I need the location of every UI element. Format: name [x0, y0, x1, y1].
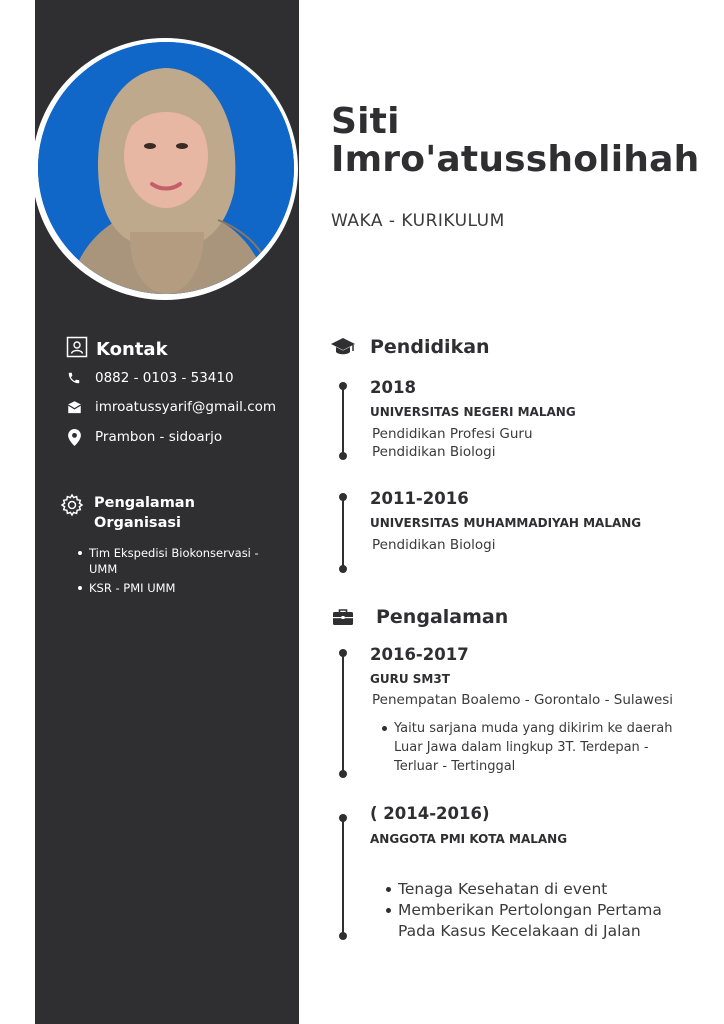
list-item: Tim Ekspedisi Biokonservasi - UMM	[76, 545, 276, 577]
job-title: WAKA - KURIKULUM	[331, 211, 505, 231]
contact-card-icon	[66, 336, 88, 362]
graduation-cap-icon	[330, 336, 356, 358]
experience-position: ANGGOTA PMI KOTA MALANG	[370, 832, 568, 846]
contact-location	[66, 429, 222, 445]
contact-title: Kontak	[96, 338, 168, 360]
timeline-dot	[339, 770, 347, 778]
timeline-line	[342, 497, 344, 569]
gear-icon	[60, 493, 84, 521]
list-item: Yaitu sarjana muda yang dikirim ke daerah Luar Jawa dalam lingkup 3T. Terdepan - Terluar - Tertinggal	[380, 719, 680, 776]
map-pin-icon	[66, 429, 82, 445]
timeline-dot	[339, 932, 347, 940]
person-name: Siti Imro'atussholihah	[331, 101, 700, 180]
phone-number[interactable]: 0882 - 0103 - 53410	[95, 370, 234, 386]
education-institution: UNIVERSITAS MUHAMMADIYAH MALANG	[370, 516, 642, 530]
organization-heading	[60, 493, 204, 533]
contact-email	[66, 399, 276, 415]
timeline-line	[342, 386, 344, 456]
list-item: Memberikan Pertolongan Pertama Pada Kasus Kecelakaan di Jalan	[384, 900, 684, 942]
timeline-dot	[339, 814, 347, 822]
email-address[interactable]: imroatussyarif@gmail.com	[95, 399, 277, 415]
briefcase-icon	[332, 608, 354, 626]
phone-icon	[66, 370, 82, 386]
organization-title: Pengalaman Organisasi	[94, 495, 195, 531]
organization-list	[76, 545, 276, 599]
timeline-dot	[339, 493, 347, 501]
experience-bullets	[380, 719, 680, 776]
timeline-line	[342, 818, 344, 936]
experience-year: ( 2014-2016)	[370, 804, 490, 823]
education-heading	[330, 336, 490, 358]
experience-title: Pengalaman	[376, 606, 509, 628]
education-institution: UNIVERSITAS NEGERI MALANG	[370, 405, 576, 419]
timeline-dot	[339, 649, 347, 657]
education-detail: Pendidikan Biologi	[372, 444, 496, 460]
experience-year: 2016-2017	[370, 645, 469, 664]
contact-phone	[66, 370, 234, 386]
experience-detail: Penempatan Boalemo - Gorontalo - Sulawesi	[372, 692, 674, 708]
location-text: Prambon - sidoarjo	[95, 429, 223, 445]
contact-heading	[66, 336, 168, 362]
timeline-dot	[339, 565, 347, 573]
education-year: 2018	[370, 378, 416, 397]
experience-position: GURU SM3T	[370, 672, 450, 686]
timeline-dot	[339, 452, 347, 460]
experience-heading	[332, 606, 508, 628]
profile-photo	[38, 42, 294, 294]
education-detail: Pendidikan Profesi Guru	[372, 426, 533, 442]
list-item: KSR - PMI UMM	[76, 580, 276, 596]
timeline-dot	[339, 382, 347, 390]
list-item: Tenaga Kesehatan di event	[384, 879, 684, 900]
education-title: Pendidikan	[370, 336, 490, 358]
timeline-line	[342, 653, 344, 773]
experience-bullets	[384, 879, 684, 942]
education-year: 2011-2016	[370, 489, 469, 508]
education-detail: Pendidikan Biologi	[372, 537, 496, 553]
envelope-icon	[66, 399, 82, 415]
